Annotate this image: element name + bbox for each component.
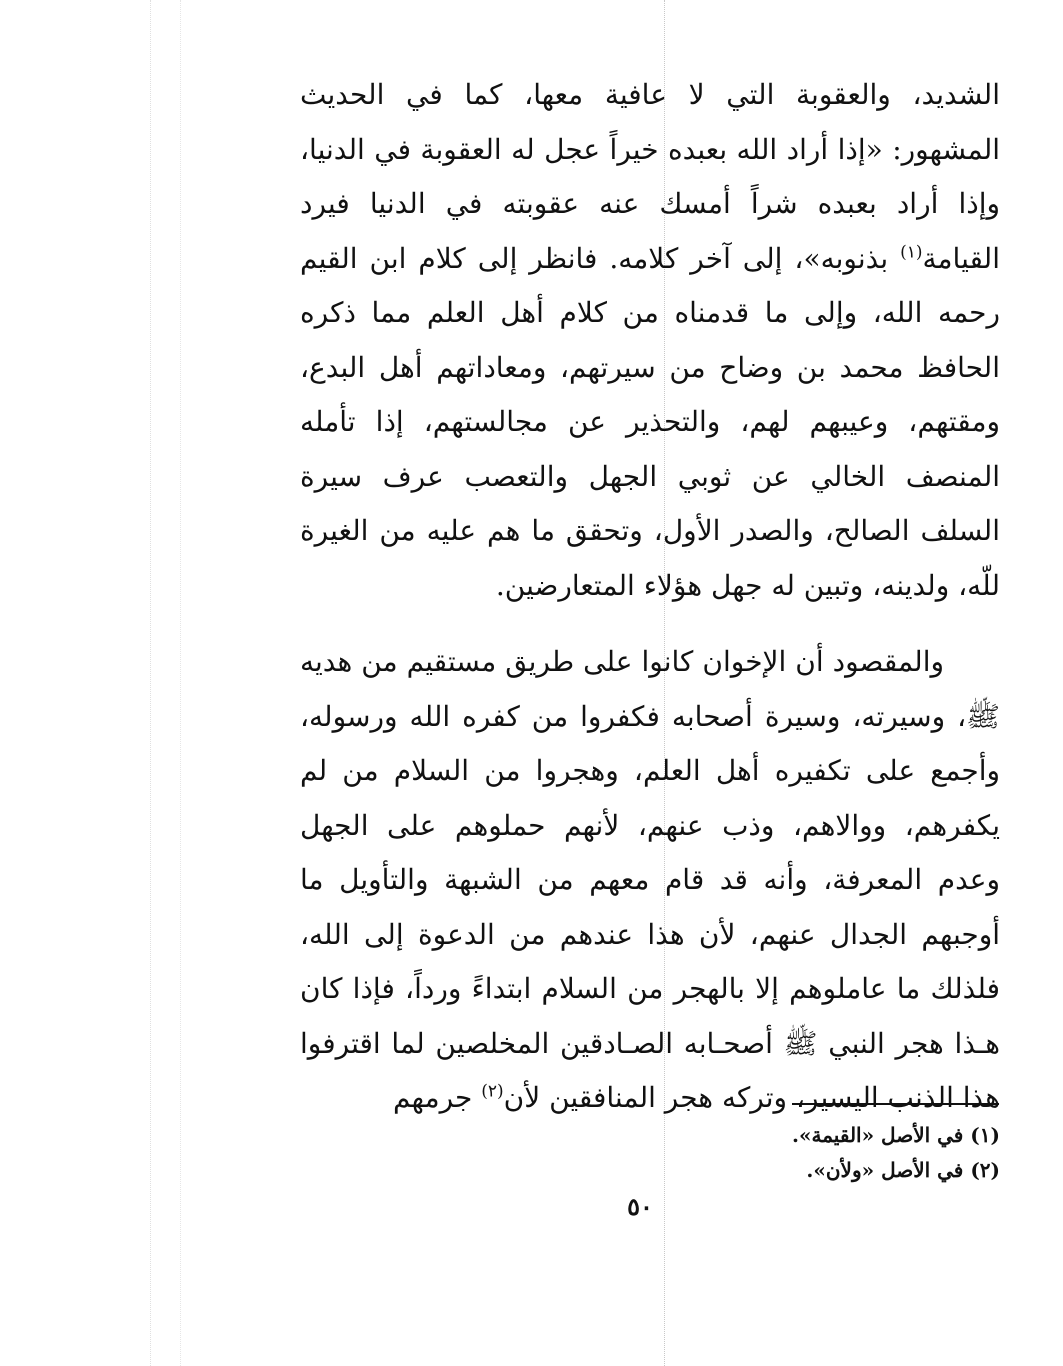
paragraph-2 [300,635,1000,1126]
scan-artifact-line [180,0,181,1366]
page-body [300,68,1000,1126]
footnote-marker-2: (٢) [481,1081,504,1102]
scan-artifact-line [150,0,151,1366]
footnote-separator [792,1103,999,1105]
footnotes [600,1118,1000,1188]
footnote-1: (١) في الأصل «القيمة». [792,1123,1000,1147]
paragraph-2-text-b: جرمهم [393,1081,482,1114]
footnote-2: (٢) في الأصل «ولأن». [806,1158,1000,1182]
paragraph-1-text-a: الشديد، والعقوبة التي لا عافية معها، كما في الحديث المشهور: «إذا أراد الله بعبده خيراً عجل له العقوبة في الدنيا، وإذا أراد بعبده شراً أمسك عنه عقوبته في الدنيا فيرد القيامة [300,78,1000,275]
footnote-marker-1: (١) [900,242,923,263]
paragraph-2-text-a: والمقصود أن الإخوان كانوا على طريق مستقيم من هديه ﷺ، وسيرته، وسيرة أصحابه فكفروا من كفره الله ورسوله، وأجمع على تكفيره أهل العلم، وهجروا من السلام من لم يكفرهم، ووالاهم، وذب عنهم، لأنهم حملوهم على الجهل وعدم المعرفة، وأنه قد قام معهم من الشبهة والتأويل ما أوجبهم الجدال عنهم، لأن هذا عندهم من الدعوة إلى الله، فلذلك ما عاملوهم إلا بالهجر من السلام ابتداءً ورداً، فإذا كان هـذا هجر النبي ﷺ أصحـابه الصـادقين المخلصين لما اقترفوا هذا الذنب اليسير، وتركه هجر المنافقين لأن [300,645,1000,1114]
paragraph-1 [300,68,1000,613]
paragraph-1-text-b: بذنوبه»، إلى آخر كلامه. فانظر إلى كلام ابن القيم رحمه الله، وإلى ما قدمناه من كلام أهل العلم مما ذكره الحافظ محمد بن وضاح من سيرتهم، ومعاداتهم أهل البدع، ومقتهم، وعيبهم لهم، والتحذير عن مجالستهم، إذا تأمله المنصف الخالي عن ثوبي الجهل والتعصب عرف سيرة السلف الصالح، والصدر الأول، وتحقق ما هم عليه من الغيرة للّه، ولدينه، وتبين له جهل هؤلاء المتعارضين. [300,241,1000,602]
page-number: ٥٠ [627,1192,653,1221]
